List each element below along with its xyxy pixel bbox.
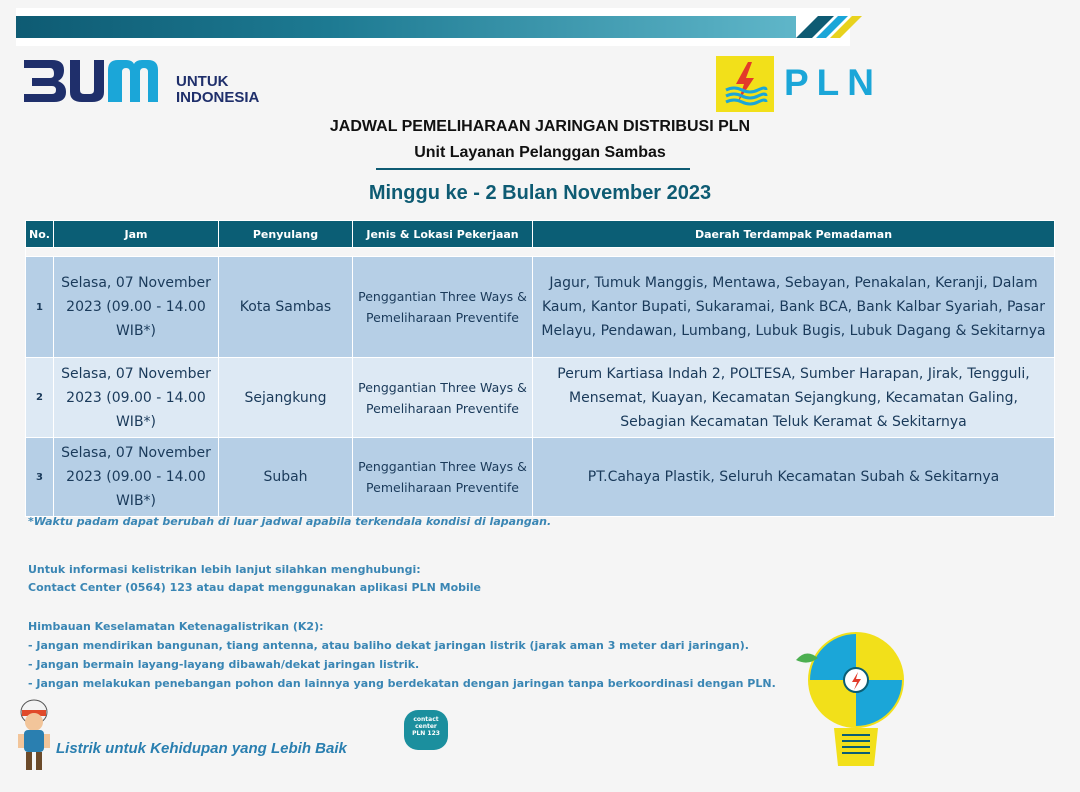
pln-logo-icon	[716, 56, 774, 112]
cell-no: 2	[26, 358, 54, 438]
cell-no: 3	[26, 438, 54, 517]
top-banner	[16, 8, 850, 46]
mascot-illustration	[14, 696, 54, 776]
top-banner-band	[16, 16, 796, 38]
header-jam: Jam	[54, 221, 219, 248]
cell-penyulang: Sejangkung	[219, 358, 353, 438]
cell-daerah: Jagur, Tumuk Manggis, Mentawa, Sebayan, Penakalan, Keranji, Dalam Kaum, Kantor Bupati, Sukaramai, Bank BCA, Bank Kalbar Syariah, Pasar Melayu, Pendawan, Lumbang, Lubuk Bugis, Lubuk Dagang & Sekitarnya	[533, 257, 1055, 358]
badge-line: contact	[413, 716, 439, 723]
schedule-table	[25, 220, 1055, 517]
bumn-tagline-line1: UNTUK	[176, 73, 229, 90]
cell-penyulang: Kota Sambas	[219, 257, 353, 358]
bumn-tagline-line2: INDONESIA	[176, 89, 260, 106]
table-row	[26, 358, 1055, 438]
cell-no: 1	[26, 257, 54, 358]
bumn-logo	[22, 58, 172, 104]
header-no: No.	[26, 221, 54, 248]
title-underline	[376, 168, 690, 170]
safety-item: - Jangan mendirikan bangunan, tiang antenna, atau baliho dekat jaringan listrik (jarak aman 3 meter dari jaringan).	[28, 639, 749, 652]
safety-item: - Jangan bermain layang-layang dibawah/dekat jaringan listrik.	[28, 658, 420, 671]
cell-jenis: Penggantian Three Ways & Pemeliharaan Preventife	[353, 438, 533, 517]
table-row	[26, 438, 1055, 517]
cell-jam: Selasa, 07 November 2023 (09.00 - 14.00 WIB*)	[54, 438, 219, 517]
table-row	[26, 257, 1055, 358]
slogan: Listrik untuk Kehidupan yang Lebih Baik	[56, 740, 347, 757]
schedule-note: *Waktu padam dapat berubah di luar jadwal apabila terkendala kondisi di lapangan.	[28, 515, 552, 528]
safety-heading: Himbauan Keselamatan Ketenagalistrikan (K2):	[28, 620, 324, 633]
top-banner-stripes	[776, 8, 866, 46]
info-line-1: Untuk informasi kelistrikan lebih lanjut silahkan menghubungi:	[28, 563, 421, 576]
cell-jam: Selasa, 07 November 2023 (09.00 - 14.00 WIB*)	[54, 358, 219, 438]
badge-line: PLN 123	[412, 730, 440, 737]
cell-jenis: Penggantian Three Ways & Pemeliharaan Preventife	[353, 257, 533, 358]
badge-line: center	[415, 723, 437, 730]
header-daerah: Daerah Terdampak Pemadaman	[533, 221, 1055, 248]
cell-penyulang: Subah	[219, 438, 353, 517]
lightbulb-illustration	[790, 628, 920, 778]
table-header-row	[26, 221, 1055, 248]
safety-item: - Jangan melakukan penebangan pohon dan lainnya yang berdekatan dengan jaringan tanpa berkoordinasi dengan PLN.	[28, 677, 776, 690]
table-spacer	[26, 248, 1055, 257]
week-heading: Minggu ke - 2 Bulan November 2023	[368, 182, 712, 204]
document-title: JADWAL PEMELIHARAAN JARINGAN DISTRIBUSI PLN	[329, 118, 751, 135]
bumn-tagline	[176, 74, 259, 106]
header-penyulang: Penyulang	[219, 221, 353, 248]
contact-center-badge	[404, 710, 448, 750]
cell-jam: Selasa, 07 November 2023 (09.00 - 14.00 WIB*)	[54, 257, 219, 358]
cell-daerah: Perum Kartiasa Indah 2, POLTESA, Sumber Harapan, Jirak, Tengguli, Mensemat, Kuayan, Kecamatan Sejangkung, Kecamatan Galing, Sebagian Kecamatan Teluk Keramat & Sekitarnya	[533, 358, 1055, 438]
cell-jenis: Penggantian Three Ways & Pemeliharaan Preventife	[353, 358, 533, 438]
cell-daerah: PT.Cahaya Plastik, Seluruh Kecamatan Subah & Sekitarnya	[533, 438, 1055, 517]
document-subtitle: Unit Layanan Pelanggan Sambas	[414, 144, 666, 161]
pln-wordmark: PLN	[784, 62, 882, 103]
header-jenis: Jenis & Lokasi Pekerjaan	[353, 221, 533, 248]
info-line-2: Contact Center (0564) 123 atau dapat menggunakan aplikasi PLN Mobile	[28, 581, 482, 594]
